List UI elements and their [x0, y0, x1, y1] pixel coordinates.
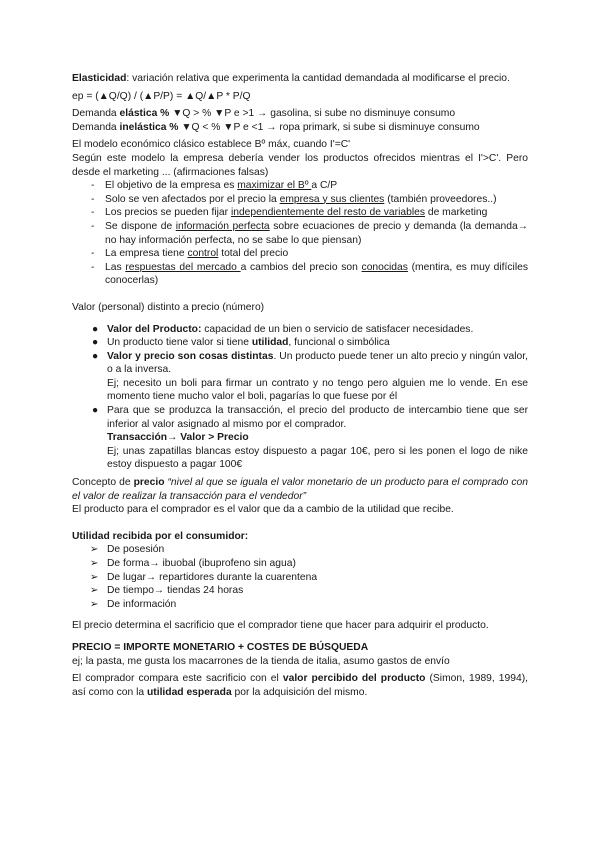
- elasticidad-term: Elasticidad: [72, 73, 127, 84]
- utilidad-list: [72, 543, 528, 611]
- list-item: ➢ De tiempo→ tiendas 24 horas: [90, 585, 244, 597]
- valor-list: [72, 323, 528, 473]
- utilidad-after: El precio determina el sacrificio que el comprador tiene que hacer para adquirir el producto.: [72, 620, 489, 632]
- list-item: ● Valor del Producto: capacidad de un bien o servicio de satisfacer necesidades.: [92, 323, 474, 335]
- list-item: ➢ De posesión: [90, 544, 165, 556]
- demanda-elastica: Demanda elástica % ▼Q > % ▼P e >1 → gasolina, si sube no disminuye consumo: [72, 108, 456, 120]
- concepto-line-2: El producto para el comprador es el valor que da a cambio de la utilidad que recibe.: [72, 504, 454, 516]
- modelo-line-1: El modelo económico clásico establece Bº máx, cuando I'=C': [72, 139, 351, 151]
- list-item: ● Un producto tiene valor si tiene utilidad, funcional o simbólica: [92, 337, 390, 349]
- list-item: - Se dispone de información perfecta sobre ecuaciones de precio y demanda (la demanda→ no hay información perfecta, no se sabe lo que piensan): [91, 220, 529, 246]
- elasticidad-definition: Elasticidad: variación relativa que experimenta la cantidad demandada al modificarse el precio.: [72, 73, 510, 84]
- elasticity-formula: ep = (▲Q/Q) / (▲P/P) = ▲Q/▲P * P/Q: [72, 90, 251, 102]
- list-item: ● Valor y precio son cosas distintas. Un producto puede tener un alto precio y ningún valor, o a la inversa. Ej; necesito un boli para firmar un contrato y no tengo pero alguien me lo vende. En ese momento tiene mucho valor el boli, pagarías lo que fuese por él: [92, 350, 528, 403]
- falsas-list: [72, 179, 528, 288]
- list-item: - Las respuestas del mercado a cambios del precio son conocidas (mentira, es muy difíciles conocerlas): [91, 261, 529, 287]
- list-item: ➢ De forma→ ibuobal (ibuprofeno sin agua): [90, 558, 296, 569]
- valor-heading: Valor (personal) distinto a precio (número): [72, 301, 265, 313]
- list-item: - El objetivo de la empresa es maximizar el Bº a C/P: [91, 180, 338, 192]
- concepto-precio: Concepto de precio “nivel al que se iguala el valor monetario de un producto para el comprado con el valor de realizar la transacción para el vendedor”: [72, 477, 528, 502]
- precio-example: ej; la pasta, me gusta los macarrones de la tienda de italia, asumo gastos de envío: [72, 655, 450, 667]
- document-body: [72, 72, 528, 699]
- utilidad-heading: Utilidad recibida por el consumidor:: [72, 530, 249, 542]
- list-item: - La empresa tiene control total del precio: [91, 248, 289, 260]
- demanda-inelastica: Demanda inelástica % ▼Q < % ▼P e <1 → ropa primark, si sube si disminuye consumo: [72, 121, 480, 133]
- modelo-line-2: Según este modelo la empresa debería vender los productos ofrecidos mientras el I'>C'. Pero desde el marketing ... (afirmaciones falsas): [72, 152, 528, 178]
- list-item: - Los precios se pueden fijar independientemente del resto de variables de marketing: [91, 207, 488, 219]
- comprador-compara: El comprador compara este sacrificio con el valor percibido del producto (Simon, 1989, 1994), así como con la utilidad esperada por la adquisición del mismo.: [72, 673, 529, 698]
- precio-formula: PRECIO = IMPORTE MONETARIO + COSTES DE BÚSQUEDA: [72, 641, 369, 653]
- list-item: ➢ De lugar→ repartidores durante la cuarentena: [90, 571, 318, 583]
- list-item: ➢ De información: [90, 598, 177, 610]
- list-item: ● Para que se produzca la transacción, el precio del producto de intercambio tiene que ser inferior al valor asignado al mismo por el comprador. Transacción→ Valor > Precio Ej; unas zapatillas blancas estoy dispuesto a pagar 10€, pero si les ponen el logo de nike estoy dispuesto a pagar 100€: [92, 405, 528, 471]
- list-item: - Solo se ven afectados por el precio la empresa y sus clientes (también proveedores..): [91, 193, 497, 205]
